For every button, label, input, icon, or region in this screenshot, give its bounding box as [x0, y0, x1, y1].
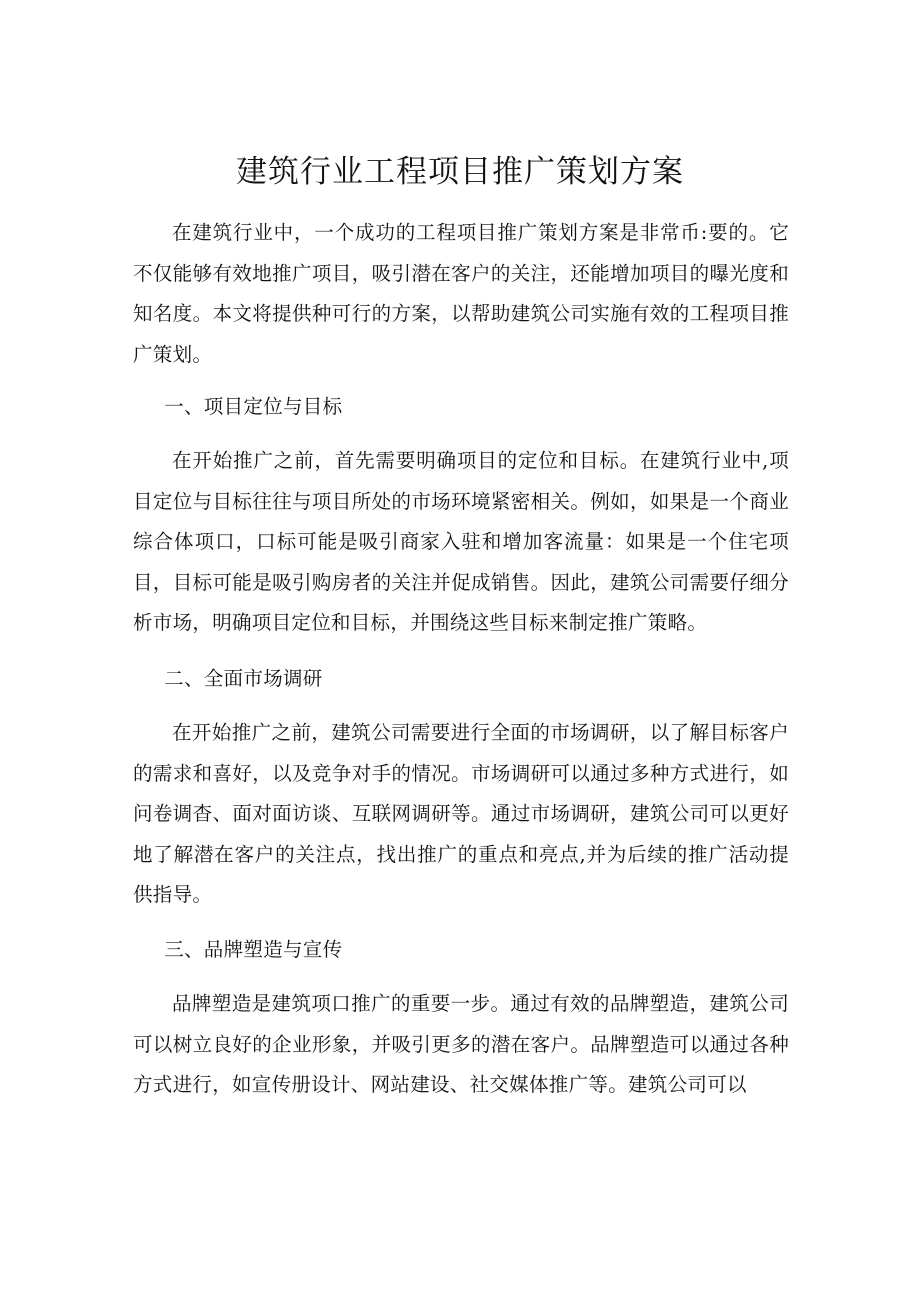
section-heading-positioning: 一、项目定位与目标	[164, 395, 343, 418]
section-body-branding: 品牌塑造是建筑项口推广的重要一步。通过有效的品牌塑造，建筑公司可以树立良好的企业形象，并吸引更多的潜在客户。品牌塑造可以通过各种方式进行，如宣传册设计、网站建设、社交媒体推广等。建筑公司可以	[133, 992, 789, 1096]
section-body-positioning: 在开始推广之前，首先需要明确项目的定位和目标。在建筑行业中,项目定位与目标往往与项目所处的市场环境紧密相关。例如，如果是一个商业综合体项口，口标可能是吸引商家入驻和增加客流量：如果是一个住宅项目，目标可能是吸引购房者的关注并促成销售。因此，建筑公司需要仔细分析市场，明确项目定位和目标，并围绕这些目标来制定推广策略。	[133, 449, 789, 634]
section-heading-branding: 三、品牌塑造与宣传	[164, 938, 343, 961]
section-body-market-research: 在开始推广之前，建筑公司需要进行全面的市场调研，以了解目标客户的需求和喜好，以及竞争对手的情况。市场调研可以通过多种方式进行，如问卷调杳、面对面访谈、互联网调研等。通过市场调研，建筑公司可以更好地了解潜在客户的关注点，找出推广的重点和亮点,并为后续的推广活动提供指导。	[133, 721, 789, 906]
intro-paragraph: 在建筑行业中，一个成功的工程项目推广策划方案是非常币:要的。它不仅能够有效地推广项目，吸引潜在客户的关注，还能增加项目的曝光度和知名度。本文将提供种可行的方案，以帮助建筑公司实施有效的工程项目推广策划。	[133, 221, 789, 366]
document-title: 建筑行业工程项目推广策划方案	[236, 154, 684, 190]
section-heading-market-research: 二、全面市场调研	[164, 667, 323, 690]
